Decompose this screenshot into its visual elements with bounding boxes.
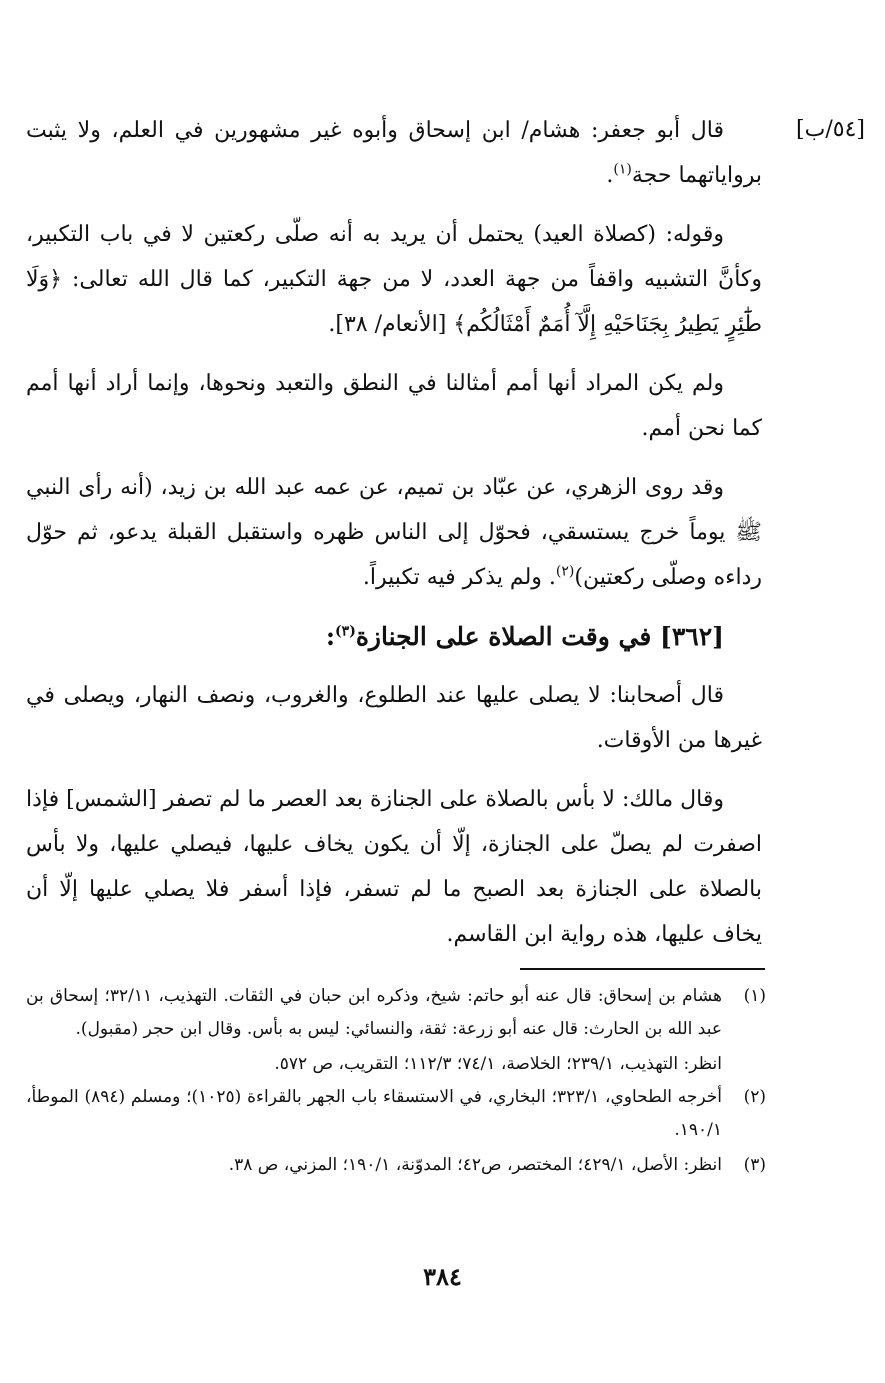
footnote-number: (١) xyxy=(743,986,766,1006)
footnote-3 xyxy=(26,1149,766,1182)
paragraph-6: وقال مالك: لا بأس بالصلاة على الجنازة بعد العصر ما لم تصفر [الشمس] فإذا اصفرت لم يصلّ على الجنازة، إلّا أن يكون يخاف عليها، فيصلي عليها، ولا بأس بالصلاة على الجنازة بعد الصبح ما لم تسفر، فإذا أسفر فلا يصلي عليها إلّا أن يخاف عليها، هذه رواية ابن القاسم. xyxy=(26,787,762,947)
footnote-text: أخرجه الطحاوي، ٣٢٣/١؛ البخاري، في الاستسقاء باب الجهر بالقراءة (١٠٢٥)؛ ومسلم (٨٩٤) الموطأ، ١٩٠/١. xyxy=(26,1087,722,1140)
footnote-ref-2[interactable]: (٢) xyxy=(555,563,575,580)
footnote-number: (٢) xyxy=(743,1087,766,1107)
paragraph-2: وقوله: (كصلاة العيد) يحتمل أن يريد به أنه صلّى ركعتين لا في باب التكبير، وكأنَّ التشبيه واقفاً من جهة العدد، لا من جهة التكبير، كما قال الله تعالى: ﴿وَلَا طَٰٓئِرٍ يَطِيرُ بِجَنَاحَيْهِ إِلَّآ أُمَمٌ أَمْثَالُكُم﴾ [الأنعام/ ٣٨]. xyxy=(26,222,763,337)
footnote-ref-1[interactable]: (١) xyxy=(613,161,632,178)
footnote-2 xyxy=(26,1081,766,1147)
page-number: ٣٨٤ xyxy=(423,1262,462,1291)
section-heading: [٣٦٢] في وقت الصلاة على الجنازة$^{(٣)}$: xyxy=(325,622,724,651)
main-text xyxy=(26,108,762,971)
footnote-divider xyxy=(520,968,765,970)
paragraph-5: قال أصحابنا: لا يصلى عليها عند الطلوع، والغروب، ونصف النهار، ويصلى في غيرها من الأوقات. xyxy=(26,683,762,753)
footnote-ref-3[interactable]: (٣) xyxy=(335,623,356,640)
footnotes xyxy=(26,980,766,1184)
paragraph-4: وقد روى الزهري، عن عبّاد بن تميم، عن عمه عبد الله بن زيد، (أنه رأى النبي ﷺ يوماً خرج يستسقي، فحوّل إلى الناس ظهره واستقبل القبلة يدعو، ثم حوّل رداءه وصلّى ركعتين)$^{(٢)}$. ولم يذكر فيه تكبيراً. xyxy=(26,475,762,590)
footnote-text: انظر: الأصل، ٤٢٩/١؛ المختصر، ص٤٢؛ المدوّنة، ١٩٠/١؛ المزني، ص ٣٨. xyxy=(228,1155,722,1175)
footnote-number: (٣) xyxy=(743,1155,766,1175)
paragraph-1: قال أبو جعفر: هشام/ ابن إسحاق وأبوه غير مشهورين في العلم، ولا يثبت برواياتهما حجة$^{(١)}$. xyxy=(26,118,762,188)
footnote-1-sources: انظر: التهذيب، ٢٣٩/١؛ الخلاصة، ٧٤/١؛ ١١٢/٣؛ التقريب، ص ٥٧٢. xyxy=(274,1054,722,1074)
margin-reference: [٥٤/ب] xyxy=(796,117,865,142)
footnote-text: هشام بن إسحاق: قال عنه أبو حاتم: شيخ، وذكره ابن حبان في الثقات. التهذيب، ٣٢/١١؛ إسحاق بن عبد الله بن الحارث: قال عنه أبو زرعة: ثقة، والنسائي: ليس به بأس. وقال ابن حجر (مقبول). xyxy=(26,986,722,1039)
footnote-1 xyxy=(26,980,766,1046)
paragraph-3: ولم يكن المراد أنها أمم أمثالنا في النطق والتعبد ونحوها، وإنما أراد أنها أمم كما نحن أمم. xyxy=(26,371,762,441)
